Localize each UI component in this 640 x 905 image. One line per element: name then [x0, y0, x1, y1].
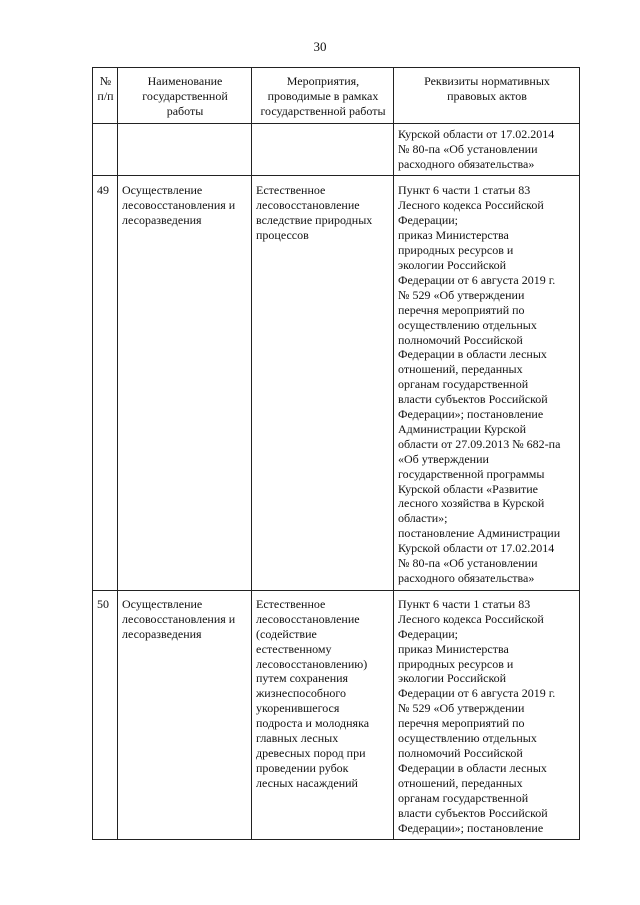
- regulatory-acts-table: [92, 67, 580, 840]
- measures-cell: Естественное лесовосстановление (содействие естественному лесовосстановлению) путем сохранения жизнеспособного укоренившегося подроста и молодняка главных лесных древесных пород при проведении рубок лесных насаждений: [252, 590, 394, 840]
- page-number: 30: [313, 39, 327, 54]
- legal-acts-cell: Пункт 6 части 1 статьи 83 Лесного кодекса Российской Федерации; приказ Министерства природных ресурсов и экологии Российской Федерации от 6 августа 2019 г. № 529 «Об утверждении перечня мероприятий по осуществлению отдельных полномочий Российской Федерации в области лесных отношений, переданных органам государственной власти субъектов Российской Федерации»; постановление Администрации Курской области от 27.09.2013 № 682-па «Об утверждении государственной программы Курской области «Развитие лесного хозяйства в Курской области»; постановление Администрации Курской области от 17.02.2014 № 80-па «Об установлении расходного обязательства»: [394, 176, 580, 590]
- header-legal-acts: Реквизиты нормативных правовых актов: [394, 68, 580, 124]
- measures-cell: [252, 123, 394, 176]
- header-work-name: Наименование государственной работы: [118, 68, 252, 124]
- legal-acts-cell: Пункт 6 части 1 статьи 83 Лесного кодекса Российской Федерации; приказ Министерства природных ресурсов и экологии Российской Федерации от 6 августа 2019 г. № 529 «Об утверждении перечня мероприятий по осуществлению отдельных полномочий Российской Федерации в области лесных отношений, переданных органам государственной власти субъектов Российской Федерации»; постановление: [394, 590, 580, 840]
- header-measures: Мероприятия, проводимые в рамках государственной работы: [252, 68, 394, 124]
- table-row: [93, 176, 580, 590]
- work-name-cell: Осуществление лесовосстановления и лесоразведения: [118, 176, 252, 590]
- row-number-cell: [93, 123, 118, 176]
- work-name-cell: Осуществление лесовосстановления и лесоразведения: [118, 590, 252, 840]
- legal-acts-cell: Курской области от 17.02.2014 № 80-па «Об установлении расходного обязательства»: [394, 123, 580, 176]
- row-number-cell: 49: [93, 176, 118, 590]
- table-header-row: [93, 68, 580, 124]
- row-number-cell: 50: [93, 590, 118, 840]
- measures-cell: Естественное лесовосстановление вследствие природных процессов: [252, 176, 394, 590]
- header-number: № п/п: [93, 68, 118, 124]
- work-name-cell: [118, 123, 252, 176]
- table-row: [93, 123, 580, 176]
- table-row: [93, 590, 580, 840]
